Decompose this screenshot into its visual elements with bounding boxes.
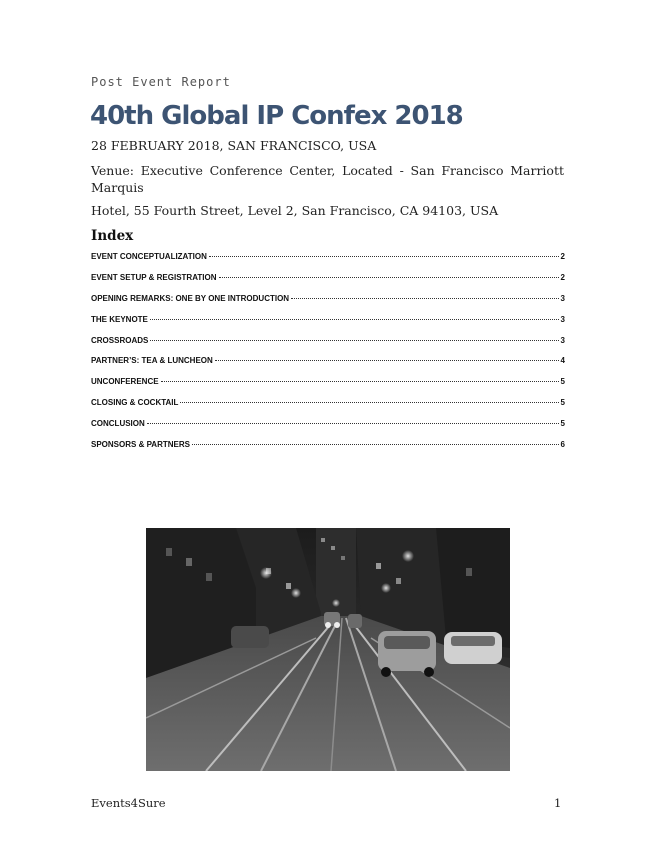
toc-leader bbox=[192, 444, 559, 445]
toc-leader bbox=[161, 381, 559, 382]
report-title: 40th Global IP Confex 2018 bbox=[90, 101, 463, 131]
toc-entry-title: EVENT SETUP & REGISTRATION bbox=[91, 272, 217, 282]
toc-entry-title: SPONSORS & PARTNERS bbox=[91, 440, 190, 450]
toc-entry[interactable] bbox=[91, 356, 565, 377]
footer-page-number: 1 bbox=[554, 796, 562, 810]
toc-entry[interactable] bbox=[91, 398, 565, 419]
footer-brand: Events4Sure bbox=[91, 796, 166, 810]
toc-entry[interactable] bbox=[91, 273, 565, 294]
toc-entry-title: CROSSROADS bbox=[91, 335, 149, 345]
street-night-illustration bbox=[146, 528, 510, 771]
toc-leader bbox=[215, 360, 559, 361]
toc-entry[interactable] bbox=[91, 252, 565, 273]
event-date-location: 28 FEBRUARY 2018, SAN FRANCISCO, USA bbox=[91, 138, 377, 153]
toc-entry-page: 2 bbox=[560, 272, 565, 282]
toc-leader bbox=[209, 256, 559, 257]
toc-entry-page: 5 bbox=[560, 419, 565, 429]
toc-entry-page: 5 bbox=[560, 398, 565, 408]
toc-entry[interactable] bbox=[91, 377, 565, 398]
toc-entry-title: UNCONFERENCE bbox=[91, 377, 159, 387]
toc-leader bbox=[219, 277, 559, 278]
toc-entry-page: 3 bbox=[560, 335, 565, 345]
toc-entry[interactable] bbox=[91, 440, 565, 461]
toc-entry-title: EVENT CONCEPTUALIZATION bbox=[91, 252, 207, 261]
toc-entry-title: CLOSING & COCKTAIL bbox=[91, 398, 179, 408]
city-street-photo bbox=[146, 528, 510, 771]
toc-entry-page: 4 bbox=[560, 356, 565, 366]
toc-entry[interactable] bbox=[91, 419, 565, 440]
toc-entry-page: 2 bbox=[560, 252, 565, 261]
toc-leader bbox=[291, 298, 558, 299]
toc-entry[interactable] bbox=[91, 294, 565, 315]
toc-leader bbox=[150, 319, 559, 320]
toc-leader bbox=[150, 340, 558, 341]
toc-entry-title: OPENING REMARKS: ONE BY ONE INTRODUCTION bbox=[91, 293, 290, 303]
event-address: Hotel, 55 Fourth Street, Level 2, San Francisco, CA 94103, USA bbox=[91, 203, 499, 218]
toc-entry-page: 3 bbox=[560, 293, 565, 303]
toc-entry[interactable] bbox=[91, 315, 565, 336]
toc-entry[interactable] bbox=[91, 336, 565, 357]
index-heading: Index bbox=[91, 228, 134, 244]
toc-entry-page: 5 bbox=[560, 377, 565, 387]
event-venue: Venue: Executive Conference Center, Located - San Francisco Marriott Marquis bbox=[91, 163, 564, 195]
report-subtitle: Post Event Report bbox=[91, 75, 231, 89]
toc-entry-title: THE KEYNOTE bbox=[91, 314, 148, 324]
toc-leader bbox=[180, 402, 558, 403]
table-of-contents bbox=[91, 252, 565, 461]
toc-leader bbox=[147, 423, 559, 424]
toc-entry-title: PARTNER’S: TEA & LUNCHEON bbox=[91, 356, 213, 366]
toc-entry-page: 6 bbox=[560, 440, 565, 450]
toc-entry-title: CONCLUSION bbox=[91, 419, 145, 429]
toc-entry-page: 3 bbox=[560, 314, 565, 324]
